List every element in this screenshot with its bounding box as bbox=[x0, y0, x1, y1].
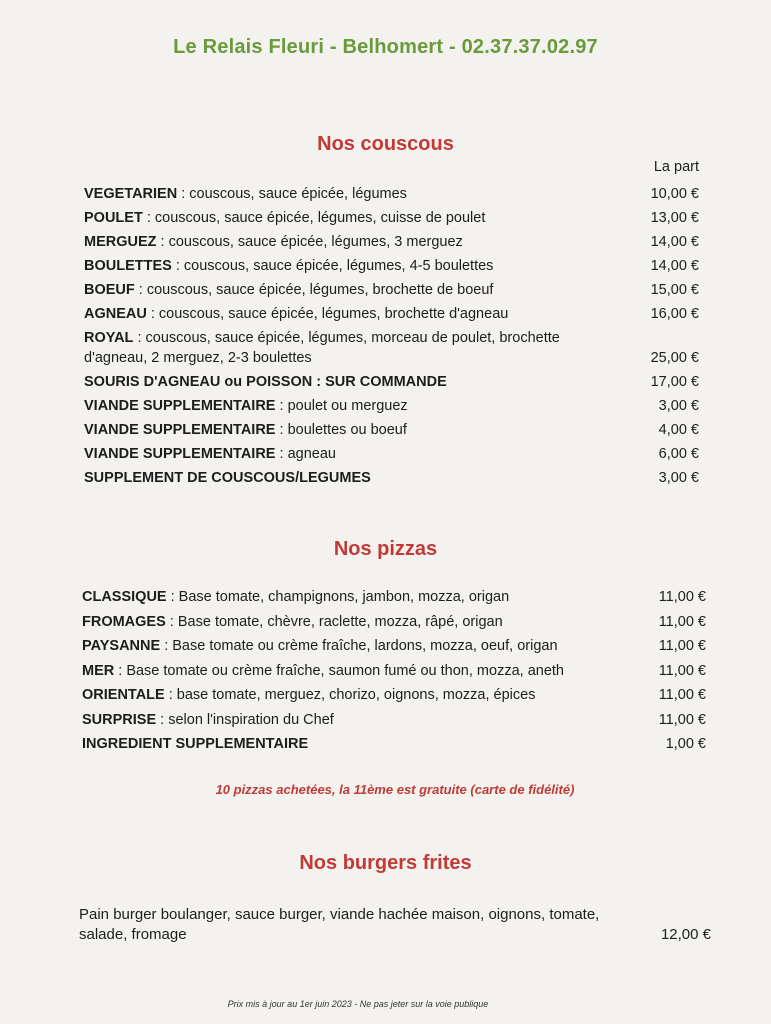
menu-item-name: AGNEAU bbox=[84, 306, 147, 322]
menu-item-desc: : base tomate, merguez, chorizo, oignons, mozza, épices bbox=[164, 687, 536, 703]
menu-item-name: VEGETARIEN bbox=[84, 186, 178, 202]
menu-item-text bbox=[82, 612, 637, 632]
price-column-header: La part bbox=[653, 159, 699, 175]
menu-item-text bbox=[82, 734, 637, 754]
menu-item bbox=[84, 420, 699, 440]
menu-item-name: CLASSIQUE bbox=[82, 589, 167, 605]
menu-item-desc: : couscous, sauce épicée, légumes, cuisse de poulet bbox=[142, 210, 486, 226]
couscous-section-title: Nos couscous bbox=[317, 133, 454, 155]
menu-item-price: 25,00 € bbox=[650, 350, 699, 366]
menu-item-price: 11,00 € bbox=[658, 687, 706, 703]
menu-item-price: 3,00 € bbox=[658, 398, 699, 414]
menu-item-desc: : poulet ou merguez bbox=[275, 398, 408, 414]
menu-item-name: SUPPLEMENT DE COUSCOUS/LEGUMES bbox=[84, 470, 371, 486]
menu-item-text bbox=[82, 587, 637, 607]
menu-item bbox=[82, 661, 706, 681]
menu-item-text bbox=[82, 636, 637, 656]
menu-item-text bbox=[84, 396, 619, 416]
menu-item bbox=[84, 396, 699, 416]
menu-item-price: 3,00 € bbox=[658, 470, 699, 486]
menu-item-price: 1,00 € bbox=[665, 736, 706, 752]
menu-item-price: 14,00 € bbox=[650, 234, 699, 250]
menu-item-text bbox=[84, 208, 619, 228]
menu-item-desc: : selon l'inspiration du Chef bbox=[156, 711, 334, 728]
menu-item-text bbox=[84, 304, 619, 324]
menu-item bbox=[82, 612, 706, 632]
menu-item bbox=[82, 587, 706, 607]
menu-item-desc: : Base tomate ou crème fraîche, saumon fumé ou thon, mozza, aneth bbox=[114, 662, 564, 679]
menu-item bbox=[84, 444, 699, 464]
menu-item-text bbox=[84, 372, 619, 392]
menu-item-price: 11,00 € bbox=[658, 589, 706, 605]
menu-item-desc: : boulettes ou boeuf bbox=[275, 422, 407, 438]
menu-item-desc: : couscous, sauce épicée, légumes, 4-5 boulettes bbox=[171, 258, 494, 274]
burger-price: 12,00 € bbox=[660, 926, 711, 943]
menu-item bbox=[84, 280, 699, 300]
menu-item bbox=[84, 232, 699, 252]
menu-item-price: 6,00 € bbox=[658, 446, 699, 462]
menu-item-desc: : Base tomate ou crème fraîche, lardons, mozza, oeuf, origan bbox=[160, 638, 558, 654]
menu-item-name: VIANDE SUPPLEMENTAIRE bbox=[84, 446, 276, 462]
menu-item-name: ROYAL bbox=[84, 330, 134, 346]
menu-item-text bbox=[84, 232, 619, 252]
menu-item-name: VIANDE SUPPLEMENTAIRE bbox=[84, 398, 276, 414]
menu-item bbox=[82, 734, 706, 754]
burgers-section-title: Nos burgers frites bbox=[299, 852, 472, 874]
menu-item-desc: : Base tomate, champignons, jambon, mozza, origan bbox=[166, 589, 510, 605]
menu-item-text bbox=[84, 420, 619, 440]
menu-item bbox=[84, 468, 699, 488]
menu-item-name: MER bbox=[82, 662, 115, 679]
menu-item-price: 17,00 € bbox=[650, 374, 699, 390]
menu-item-text bbox=[84, 468, 619, 488]
burger-item bbox=[79, 905, 711, 945]
menu-item-price: 11,00 € bbox=[658, 662, 706, 679]
menu-item-price: 11,00 € bbox=[658, 638, 706, 654]
loyalty-note: 10 pizzas achetées, la 11ème est gratuite (carte de fidélité) bbox=[215, 782, 575, 797]
menu-item-price: 16,00 € bbox=[650, 306, 699, 322]
menu-item bbox=[82, 636, 706, 656]
menu-item bbox=[84, 328, 699, 368]
menu-item bbox=[84, 372, 699, 392]
menu-item-desc: : couscous, sauce épicée, légumes, morceau de poulet, brochette d'agneau, 2 merguez, 2-3 boulettes bbox=[84, 330, 560, 366]
pizza-list bbox=[82, 587, 706, 759]
couscous-list bbox=[84, 184, 699, 492]
menu-item-desc: : couscous, sauce épicée, légumes, 3 merguez bbox=[156, 234, 463, 250]
menu-item-desc: : couscous, sauce épicée, légumes, brochette d'agneau bbox=[146, 306, 509, 322]
menu-item-price: 13,00 € bbox=[650, 210, 699, 226]
menu-item-text bbox=[84, 256, 619, 276]
footer-note: Prix mis à jour au 1er juin 2023 - Ne pas jeter sur la voie publique bbox=[227, 999, 489, 1009]
menu-item-text bbox=[82, 710, 637, 730]
menu-item-text bbox=[84, 444, 619, 464]
menu-item-text bbox=[84, 184, 619, 204]
menu-item-name: VIANDE SUPPLEMENTAIRE bbox=[84, 422, 276, 438]
menu-item-name: SURPRISE bbox=[82, 711, 157, 728]
menu-item-price: 11,00 € bbox=[658, 613, 706, 630]
burger-desc: Pain burger boulanger, sauce burger, viande hachée maison, oignons, tomate, salade, fromage bbox=[79, 906, 600, 943]
menu-item bbox=[82, 685, 706, 705]
menu-item-name: SOURIS D'AGNEAU ou POISSON : SUR COMMANDE bbox=[84, 374, 447, 390]
menu-item-price: 11,00 € bbox=[658, 711, 706, 728]
pizzas-section-title: Nos pizzas bbox=[333, 538, 438, 560]
menu-item-price: 10,00 € bbox=[650, 186, 699, 202]
menu-item-text bbox=[84, 280, 619, 300]
menu-item bbox=[84, 304, 699, 324]
menu-item-desc: : couscous, sauce épicée, légumes, brochette de boeuf bbox=[134, 282, 494, 298]
menu-item-price: 4,00 € bbox=[658, 422, 699, 438]
page-title: Le Relais Fleuri - Belhomert - 02.37.37.02.97 bbox=[173, 36, 598, 58]
menu-item-name: ORIENTALE bbox=[82, 687, 165, 703]
menu-item-name: POULET bbox=[84, 210, 143, 226]
menu-item-price: 14,00 € bbox=[650, 258, 699, 274]
menu-item-text bbox=[82, 685, 637, 705]
menu-item-desc: : couscous, sauce épicée, légumes bbox=[177, 186, 407, 202]
menu-item bbox=[84, 184, 699, 204]
menu-item-text bbox=[84, 328, 619, 368]
menu-item-name: FROMAGES bbox=[82, 613, 166, 630]
menu-item-name: BOEUF bbox=[84, 282, 135, 298]
menu-item-text bbox=[82, 661, 637, 681]
menu-item bbox=[82, 710, 706, 730]
menu-item-name: PAYSANNE bbox=[82, 638, 161, 654]
menu-item-name: MERGUEZ bbox=[84, 234, 157, 250]
menu-item-desc: : Base tomate, chèvre, raclette, mozza, râpé, origan bbox=[165, 613, 503, 630]
menu-item bbox=[84, 256, 699, 276]
menu-item-name: BOULETTES bbox=[84, 258, 172, 274]
menu-item-price: 15,00 € bbox=[650, 282, 699, 298]
menu-item bbox=[84, 208, 699, 228]
menu-item-desc: : agneau bbox=[275, 446, 336, 462]
menu-item-name: INGREDIENT SUPPLEMENTAIRE bbox=[82, 736, 309, 752]
